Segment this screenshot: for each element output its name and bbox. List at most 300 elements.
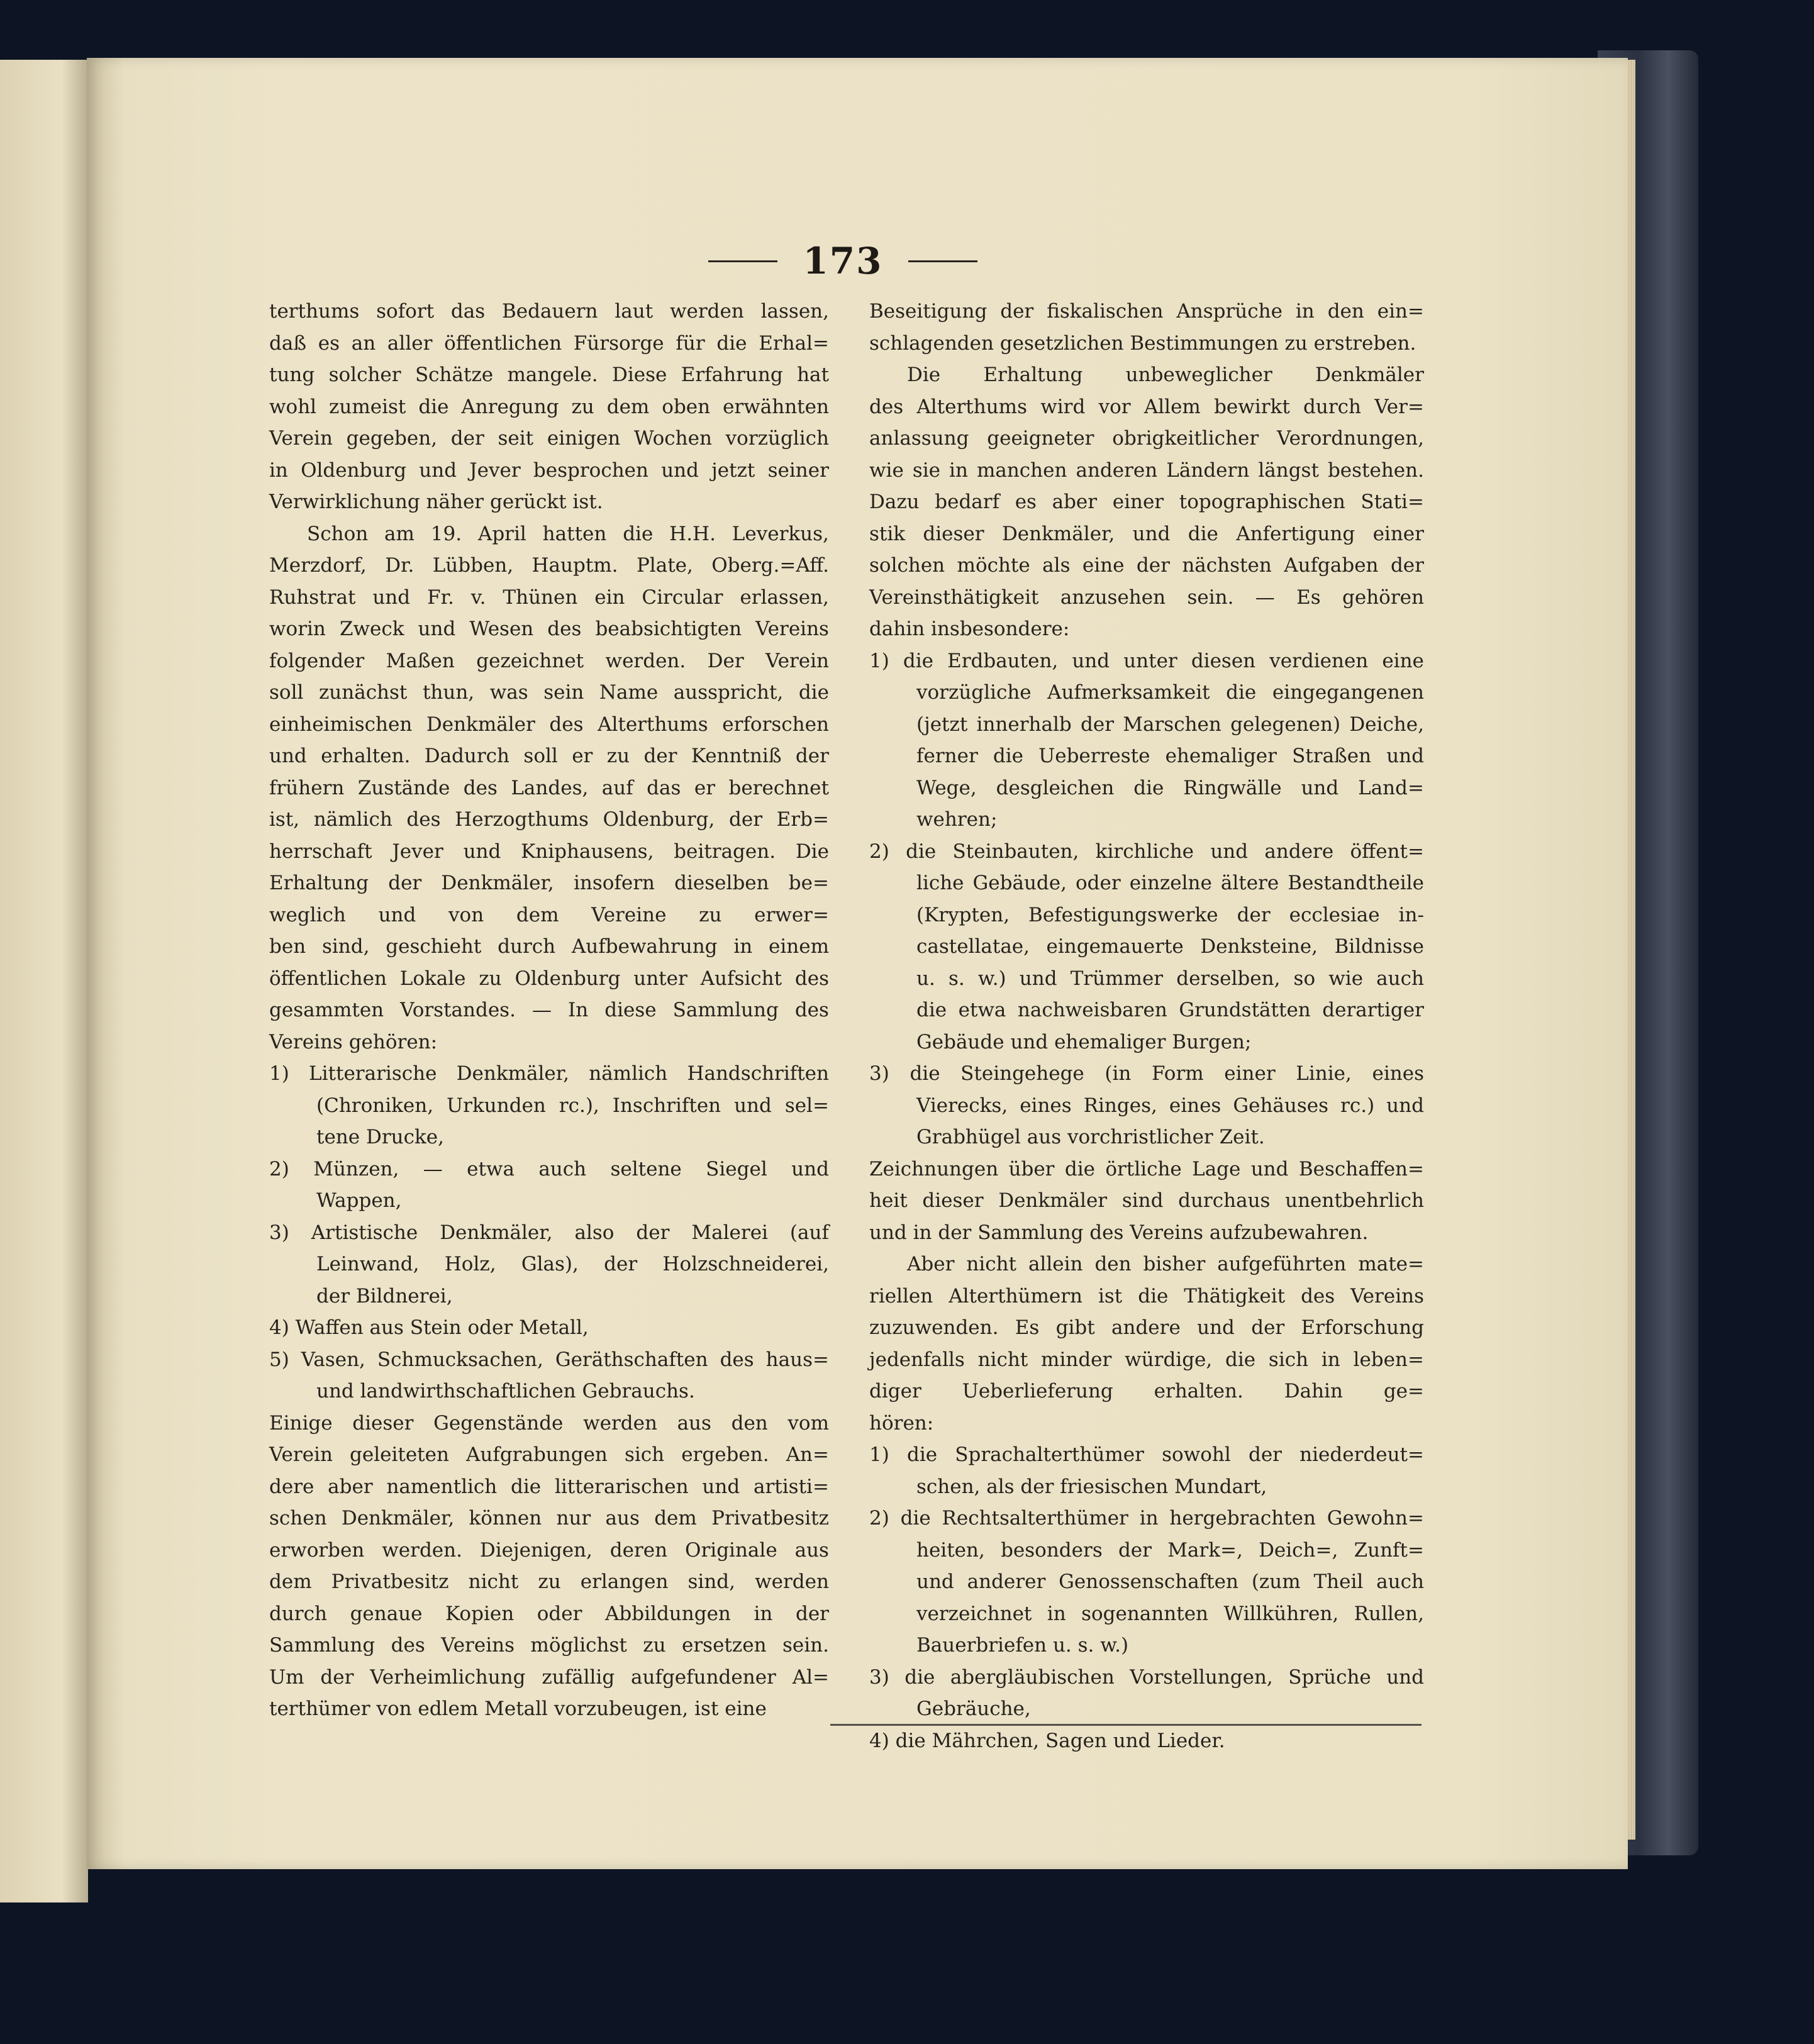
- text-line: [269, 1312, 829, 1344]
- word: leben=: [1353, 1348, 1424, 1371]
- word: Privatbesitz: [331, 1570, 449, 1593]
- word: die: [907, 1443, 938, 1466]
- word: lassen,: [760, 300, 829, 323]
- word: durch: [498, 935, 556, 958]
- word: hatten: [542, 522, 607, 545]
- word: Zustände: [357, 776, 450, 799]
- word: der: [1081, 713, 1115, 736]
- word: und: [1301, 776, 1339, 799]
- word: des: [406, 808, 441, 831]
- word: Aber: [907, 1253, 955, 1275]
- word: Denkmäler,: [1001, 522, 1115, 545]
- word: etwa: [467, 1157, 515, 1180]
- text-line: [269, 867, 829, 899]
- word: Stati=: [1361, 491, 1424, 513]
- word: mangele.: [507, 364, 598, 386]
- word: wird: [1040, 395, 1086, 418]
- word: zu: [479, 967, 502, 990]
- word: Jever: [469, 458, 521, 482]
- word: vor: [1098, 395, 1131, 418]
- word: sich: [624, 1443, 665, 1466]
- text-line: [869, 391, 1424, 423]
- word: Merzdorf,: [269, 554, 367, 577]
- text-line: [269, 772, 829, 804]
- text-line: [269, 709, 829, 741]
- word: April: [477, 522, 526, 545]
- text-line: [869, 1026, 1424, 1058]
- left-column: [269, 296, 829, 1725]
- word: einem: [769, 935, 829, 958]
- word: erwer=: [754, 903, 829, 926]
- word: Vasen,: [301, 1348, 365, 1371]
- word: einer: [1112, 491, 1164, 513]
- text-line: [869, 899, 1424, 931]
- word: die: [1133, 776, 1164, 799]
- word: diese: [604, 999, 657, 1021]
- word: Privatbesitz: [711, 1507, 829, 1530]
- word: die: [903, 649, 933, 672]
- word: und: [1386, 1665, 1424, 1689]
- text-line: [869, 328, 1424, 360]
- word: dem: [516, 903, 559, 926]
- word: und: [1386, 745, 1424, 767]
- word: ein=: [1377, 300, 1424, 323]
- word: sein.: [1187, 586, 1234, 609]
- word: Aufbewahrung: [571, 935, 718, 958]
- word: der: [1237, 903, 1271, 926]
- word: Aufgrabungen: [466, 1443, 608, 1466]
- word: vorzügliche: [916, 681, 1032, 704]
- word: des: [720, 1348, 754, 1371]
- word: 2): [269, 1157, 289, 1180]
- word: und: [1072, 649, 1110, 672]
- word: ist: [1098, 1284, 1123, 1308]
- word: Jever: [392, 840, 443, 863]
- word: eines: [1169, 1094, 1221, 1117]
- word: Ländern: [1166, 458, 1250, 482]
- word: aufgefundener: [631, 1665, 776, 1689]
- word: mate=: [1358, 1253, 1424, 1275]
- word: eines: [1020, 1094, 1072, 1117]
- word: 1): [869, 649, 889, 672]
- word: hat: [797, 364, 829, 386]
- word: werden.: [382, 1538, 462, 1562]
- word: der: [1118, 1538, 1152, 1562]
- word: Steingehege: [960, 1062, 1084, 1085]
- word: Sammlung: [672, 999, 779, 1021]
- word: Artistische: [311, 1221, 418, 1244]
- word: heiten,: [916, 1538, 985, 1562]
- word: zu: [538, 1570, 561, 1593]
- word: Al=: [792, 1665, 829, 1689]
- word: (Chroniken,: [316, 1094, 434, 1117]
- word: zufällig: [542, 1665, 615, 1689]
- word: Theil: [1313, 1570, 1364, 1593]
- word: aus: [605, 1507, 640, 1530]
- text-line: [269, 994, 829, 1026]
- text-line: [869, 1471, 1424, 1503]
- word: besonders: [1001, 1538, 1103, 1562]
- text-line: [869, 1408, 1424, 1440]
- word: und: [1386, 1094, 1424, 1117]
- word: aller: [387, 331, 433, 355]
- word: Holzschneiderei,: [662, 1253, 829, 1275]
- word: für: [676, 331, 705, 355]
- text-line-content: Vereins gehören:: [269, 1030, 438, 1053]
- word: nächsten: [1182, 554, 1272, 577]
- word: sich: [1268, 1348, 1309, 1371]
- word: An=: [786, 1443, 829, 1466]
- text-line: [869, 359, 1424, 391]
- text-line: [869, 1693, 1424, 1725]
- text-line: [269, 1502, 829, 1535]
- text-line: [869, 518, 1424, 550]
- word: des: [547, 618, 582, 640]
- word: Oldenburg: [301, 458, 407, 482]
- word: daß: [269, 331, 307, 355]
- word: dieselben: [674, 872, 769, 894]
- word: und: [378, 903, 416, 926]
- text-line: [869, 677, 1424, 709]
- word: ergeben.: [681, 1443, 769, 1466]
- text-line: [869, 455, 1424, 487]
- word: und: [661, 458, 699, 482]
- word: rc.),: [559, 1094, 599, 1117]
- word: Zweck: [339, 618, 404, 640]
- word: anderen: [1076, 458, 1158, 482]
- word: Rechtsalterthümer: [942, 1507, 1128, 1530]
- word: zu: [571, 395, 594, 418]
- word: haus=: [765, 1348, 829, 1371]
- text-line: [269, 1693, 829, 1725]
- word: so: [1293, 967, 1316, 990]
- word: schen: [269, 1507, 327, 1530]
- text-line: [869, 1121, 1424, 1153]
- text-line: [869, 1344, 1424, 1376]
- word: Alterthums: [598, 713, 708, 736]
- word: dieser: [352, 1411, 414, 1435]
- word: erhalten.: [1154, 1380, 1244, 1402]
- word: topographischen: [1179, 491, 1345, 513]
- word: seltene: [610, 1157, 682, 1180]
- word: auf: [601, 776, 633, 799]
- word: von: [448, 903, 484, 926]
- word: Es: [1296, 586, 1321, 609]
- word: ferner: [916, 745, 978, 767]
- text-line: [269, 359, 829, 391]
- word: gezeichnet: [476, 649, 584, 672]
- word: Aufsicht: [700, 967, 782, 990]
- word: Wege,: [916, 776, 977, 799]
- word: Denkmäler,: [440, 1221, 553, 1244]
- word: am: [384, 522, 415, 545]
- word: Dr.: [385, 554, 415, 577]
- word: möchte: [957, 554, 1030, 577]
- text-line-content: und in der Sammlung des Vereins aufzubewahren.: [869, 1221, 1369, 1244]
- word: allein: [1028, 1253, 1083, 1275]
- text-line: [269, 1153, 829, 1186]
- word: geleiteten: [350, 1443, 449, 1466]
- text-line: [269, 1566, 829, 1598]
- text-line: [269, 1662, 829, 1694]
- text-line: [869, 1439, 1424, 1471]
- page-header: [686, 236, 1000, 286]
- word: ehemaliger: [1165, 745, 1277, 767]
- word: Verein: [269, 1443, 333, 1466]
- text-line: [269, 1535, 829, 1567]
- word: ecclesiae: [1289, 903, 1380, 926]
- word: zuzuwenden.: [869, 1316, 999, 1339]
- word: und: [419, 458, 457, 482]
- word: unter: [633, 967, 687, 990]
- word: Leinwand,: [316, 1253, 420, 1275]
- word: Malerei: [691, 1221, 768, 1244]
- word: stik: [869, 522, 906, 545]
- word: Handschriften: [687, 1062, 829, 1085]
- word: und: [1197, 1316, 1235, 1339]
- word: Erhal=: [759, 331, 829, 355]
- word: wohl: [269, 395, 317, 418]
- word: Ueberreste: [1038, 745, 1150, 767]
- word: insofern: [573, 872, 655, 894]
- text-line: [269, 740, 829, 772]
- word: gelegenen): [1230, 713, 1341, 736]
- word: 1): [269, 1062, 289, 1085]
- word: werden: [669, 300, 744, 323]
- word: dieser: [923, 522, 984, 545]
- word: des: [1301, 1284, 1335, 1308]
- text-line: [269, 455, 829, 487]
- word: verdienen: [1269, 649, 1369, 672]
- word: Schmucksachen,: [377, 1348, 543, 1371]
- word: Schon: [307, 522, 369, 545]
- word: Ansprüche: [1176, 300, 1283, 323]
- word: unbeweglicher: [1125, 364, 1272, 386]
- word: aus: [794, 1538, 829, 1562]
- word: Land=: [1358, 776, 1424, 799]
- text-line: [269, 1471, 829, 1503]
- word: Dadurch: [424, 745, 510, 767]
- word: Name: [599, 681, 659, 704]
- word: Oberg.=Aff.: [711, 554, 829, 577]
- word: ge=: [1383, 1380, 1424, 1402]
- word: —: [531, 999, 552, 1021]
- word: oben: [662, 395, 711, 418]
- text-line: [869, 613, 1424, 645]
- word: möglichst: [530, 1634, 627, 1657]
- text-line: [269, 1598, 829, 1630]
- word: er: [694, 776, 716, 799]
- word: das: [647, 776, 681, 799]
- word: ist,: [269, 808, 300, 831]
- word: Steinbauten,: [952, 840, 1079, 863]
- word: sein: [543, 681, 584, 704]
- word: der: [604, 1253, 638, 1275]
- word: Der: [707, 649, 744, 672]
- word: einigen: [547, 427, 621, 450]
- word: die: [906, 840, 937, 863]
- word: nicht: [966, 1253, 1017, 1275]
- word: fiskalischen: [1047, 300, 1164, 323]
- word: ausspricht,: [673, 681, 784, 704]
- word: Hauptm.: [531, 554, 618, 577]
- text-line: [269, 1090, 829, 1122]
- word: Gehäuses: [1233, 1094, 1329, 1117]
- word: Denksteine,: [1200, 935, 1318, 958]
- word: eine: [1082, 554, 1125, 577]
- word: Thünen: [503, 586, 578, 609]
- word: Verein: [765, 649, 829, 672]
- word: in-: [1398, 903, 1424, 926]
- word: dem: [606, 395, 650, 418]
- text-line: [269, 423, 829, 455]
- word: der: [729, 808, 763, 831]
- word: Ringes,: [1083, 1094, 1157, 1117]
- word: über: [1008, 1157, 1055, 1180]
- word: werden.: [605, 649, 686, 672]
- word: innerhalb: [976, 713, 1072, 736]
- word: oder: [1076, 872, 1121, 894]
- word: der: [1390, 554, 1424, 577]
- text-line-content: Grabhügel aus vorchristlicher Zeit.: [916, 1126, 1265, 1148]
- word: Willkühren,: [1223, 1602, 1339, 1625]
- word: in: [733, 935, 753, 958]
- word: Erhaltung: [269, 872, 369, 894]
- text-line: [269, 677, 829, 709]
- word: sind,: [321, 935, 370, 958]
- word: die: [418, 395, 449, 418]
- word: werden: [755, 1570, 829, 1593]
- word: des: [391, 1634, 425, 1657]
- word: in: [1295, 300, 1315, 323]
- text-line-content: dahin insbesondere:: [869, 618, 1070, 640]
- word: 5): [269, 1348, 289, 1371]
- word: Originale: [685, 1538, 777, 1562]
- word: Gewohn=: [1327, 1507, 1424, 1530]
- word: die: [993, 745, 1023, 767]
- word: der: [795, 1602, 829, 1625]
- text-line: [269, 518, 829, 550]
- word: werden: [583, 1411, 657, 1435]
- text-line: [269, 582, 829, 614]
- word: dere: [269, 1475, 314, 1498]
- text-line-content: schen, als der friesischen Mundart,: [916, 1475, 1267, 1498]
- word: die: [1226, 681, 1257, 704]
- word: zu: [606, 745, 630, 767]
- word: die: [910, 1062, 940, 1085]
- word: unter: [1123, 649, 1177, 672]
- word: nachweisbaren: [1017, 999, 1167, 1021]
- text-line: [269, 1026, 829, 1058]
- word: —: [1255, 586, 1275, 609]
- word: 1): [869, 1443, 889, 1466]
- word: (jetzt: [916, 713, 968, 736]
- text-line: [869, 931, 1424, 963]
- word: Denkmäler: [1315, 364, 1424, 386]
- word: anderer: [967, 1570, 1046, 1593]
- word: geschieht: [386, 935, 482, 958]
- word: der: [320, 1665, 354, 1689]
- word: liche: [916, 872, 964, 894]
- word: aufgeführten: [1217, 1253, 1347, 1275]
- word: Denkmäler: [426, 713, 535, 736]
- word: weglich: [269, 903, 346, 926]
- text-line-content: terthümer von edlem Metall vorzubeugen, ist eine: [269, 1697, 767, 1720]
- text-line-content: hören:: [869, 1411, 934, 1435]
- word: Rullen,: [1354, 1602, 1424, 1625]
- word: Inschriften: [612, 1094, 721, 1117]
- text-line: [869, 963, 1424, 995]
- word: und: [791, 1157, 829, 1180]
- word: u.: [916, 967, 935, 990]
- word: erforschen: [722, 713, 829, 736]
- word: minder: [1041, 1348, 1112, 1371]
- word: Diese: [612, 364, 667, 386]
- text-line: [869, 1090, 1424, 1122]
- word: genaue: [350, 1602, 423, 1625]
- word: Die: [907, 364, 941, 386]
- word: dieser: [922, 1189, 984, 1212]
- word: bedarf: [935, 491, 1000, 513]
- word: würdige,: [1125, 1348, 1213, 1371]
- word: oder: [537, 1602, 582, 1625]
- word: Erhaltung: [983, 364, 1083, 386]
- text-line: [269, 963, 829, 995]
- word: und: [1132, 522, 1171, 545]
- word: Bestandtheile: [1288, 872, 1424, 894]
- word: Fürsorge: [573, 331, 664, 355]
- word: nicht: [977, 1348, 1028, 1371]
- text-line: [869, 1217, 1424, 1249]
- text-line: [869, 1535, 1424, 1567]
- word: einer: [1372, 522, 1424, 545]
- word: Beschaffen=: [1298, 1157, 1424, 1180]
- word: der: [450, 427, 484, 450]
- word: vom: [787, 1411, 829, 1435]
- text-line-content: Gebräuche,: [916, 1697, 1031, 1720]
- word: das: [450, 300, 486, 323]
- word: vorzüglich: [725, 427, 829, 450]
- word: abergläubischen: [950, 1665, 1115, 1689]
- word: Circular: [642, 586, 723, 609]
- word: Sprüche: [1288, 1665, 1371, 1689]
- text-line-content: wehren;: [916, 808, 998, 831]
- word: zu: [699, 903, 722, 926]
- word: durch: [269, 1602, 327, 1625]
- word: Maßen: [386, 649, 455, 672]
- word: Verordnungen,: [1277, 427, 1424, 450]
- text-line-content: 4) die Mährchen, Sagen und Lieder.: [869, 1729, 1225, 1752]
- text-line: [269, 1375, 829, 1408]
- word: nicht: [468, 1570, 519, 1593]
- text-line: [269, 1217, 829, 1249]
- word: folgender: [269, 649, 365, 672]
- word: niederdeut=: [1299, 1443, 1424, 1466]
- word: können: [469, 1507, 542, 1530]
- word: die: [623, 522, 654, 545]
- text-line: [269, 1408, 829, 1440]
- word: Thätigkeit: [1184, 1284, 1286, 1308]
- word: gegeben,: [346, 427, 438, 450]
- word: Die: [795, 840, 829, 863]
- word: Trümmer: [1070, 967, 1164, 990]
- word: die: [716, 331, 747, 355]
- word: als: [1042, 554, 1071, 577]
- word: Zunft=: [1354, 1538, 1424, 1562]
- word: —: [423, 1157, 443, 1180]
- word: Bedauern: [501, 300, 598, 323]
- text-line: [269, 391, 829, 423]
